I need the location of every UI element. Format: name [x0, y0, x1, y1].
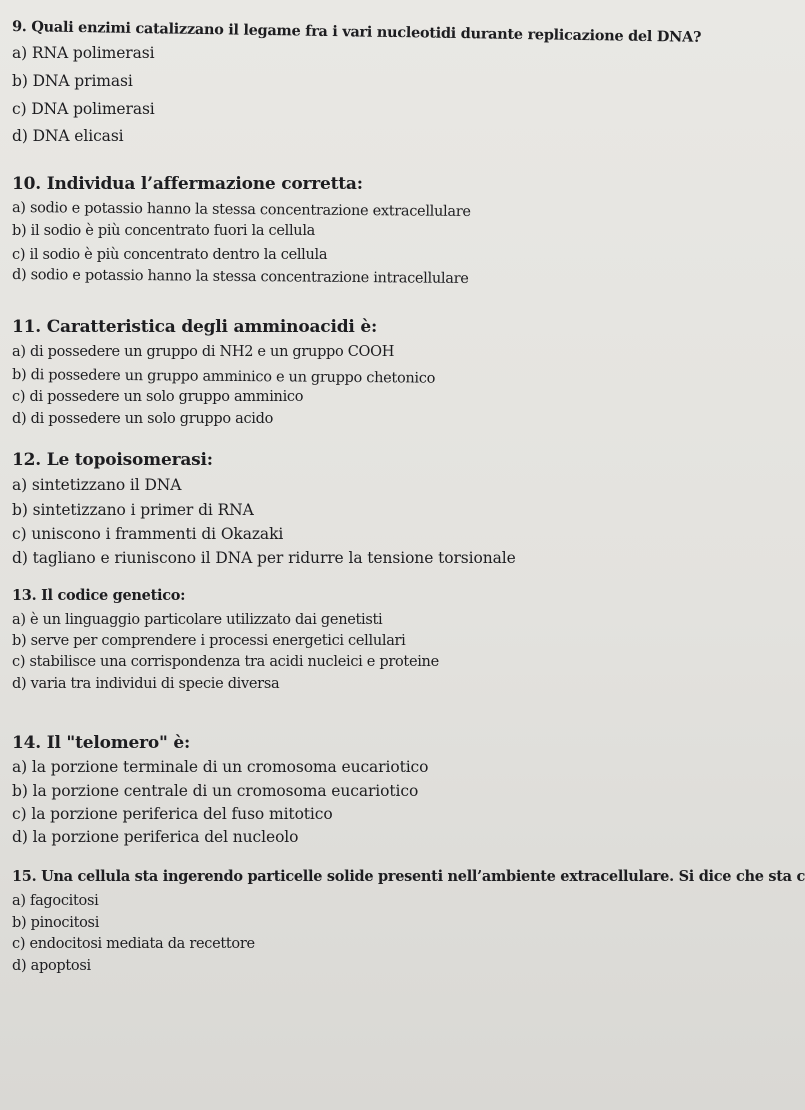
question-12-option-c: c) uniscono i frammenti di Okazaki [12, 525, 284, 543]
question-11-option-b: b) di possedere un gruppo amminico e un gruppo chetonico [11, 367, 436, 387]
question-11-text: 11. Caratteristica degli amminoacidi è: [12, 317, 378, 337]
question-11-option-c: c) di possedere un solo gruppo amminico [12, 389, 304, 405]
question-9-text: 9. Quali enzimi catalizzano il legame fra i vari nucleotidi durante replicazione del DNA? [11, 18, 702, 46]
question-13-option-b: b) serve per comprendere i processi energetici cellulari [12, 633, 406, 649]
question-14-option-c: c) la porzione periferica del fuso mitotico [12, 805, 333, 823]
question-15-option-b: b) pinocitosi [12, 915, 100, 931]
question-15-option-d: d) apoptosi [12, 958, 91, 974]
question-10-option-a: a) sodio e potassio hanno la stessa concentrazione extracellulare [11, 200, 471, 221]
question-12-option-b: b) sintetizzano i primer di RNA [12, 501, 254, 519]
question-13-option-d: d) varia tra individui di specie diversa [12, 676, 280, 692]
question-14-text: 14. Il "telomero" è: [12, 733, 191, 753]
question-15-option-a: a) fagocitosi [12, 893, 99, 909]
question-10-text: 10. Individua l’affermazione corretta: [12, 174, 363, 194]
question-13-option-a: a) è un linguaggio particolare utilizzato dai genetisti [12, 612, 383, 628]
question-14-option-b: b) la porzione centrale di un cromosoma eucariotico [12, 782, 419, 800]
question-9-option-a: a) RNA polimerasi [12, 44, 155, 62]
question-10-option-b: b) il sodio è più concentrato fuori la cellula [12, 223, 316, 239]
question-9-option-b: b) DNA primasi [12, 72, 133, 90]
question-14-option-d: d) la porzione periferica del nucleolo [12, 828, 299, 846]
question-11-option-a: a) di possedere un gruppo di NH2 e un gruppo COOH [12, 344, 395, 360]
question-10-option-d: d) sodio e potassio hanno la stessa concentrazione intracellulare [11, 267, 469, 287]
question-12-option-a: a) sintetizzano il DNA [12, 476, 182, 494]
question-9-option-d: d) DNA elicasi [12, 127, 124, 145]
question-10-option-c: c) il sodio è più concentrato dentro la cellula [12, 247, 328, 263]
question-11-option-d: d) di possedere un solo gruppo acido [12, 411, 274, 427]
question-12-text: 12. Le topoisomerasi: [12, 450, 213, 470]
question-12-option-d: d) tagliano e riuniscono il DNA per ridurre la tensione torsionale [12, 549, 516, 567]
question-14-option-a: a) la porzione terminale di un cromosoma eucariotico [12, 758, 429, 776]
question-15-option-c: c) endocitosi mediata da recettore [12, 936, 255, 952]
question-9-option-c: c) DNA polimerasi [12, 100, 155, 118]
question-13-text: 13. Il codice genetico: [12, 587, 186, 604]
question-15-text: 15. Una cellula sta ingerendo particelle solide presenti nell’ambiente extracellulare. Si dice che sta c [12, 868, 805, 885]
question-13-option-c: c) stabilisce una corrispondenza tra acidi nucleici e proteine [12, 654, 439, 670]
